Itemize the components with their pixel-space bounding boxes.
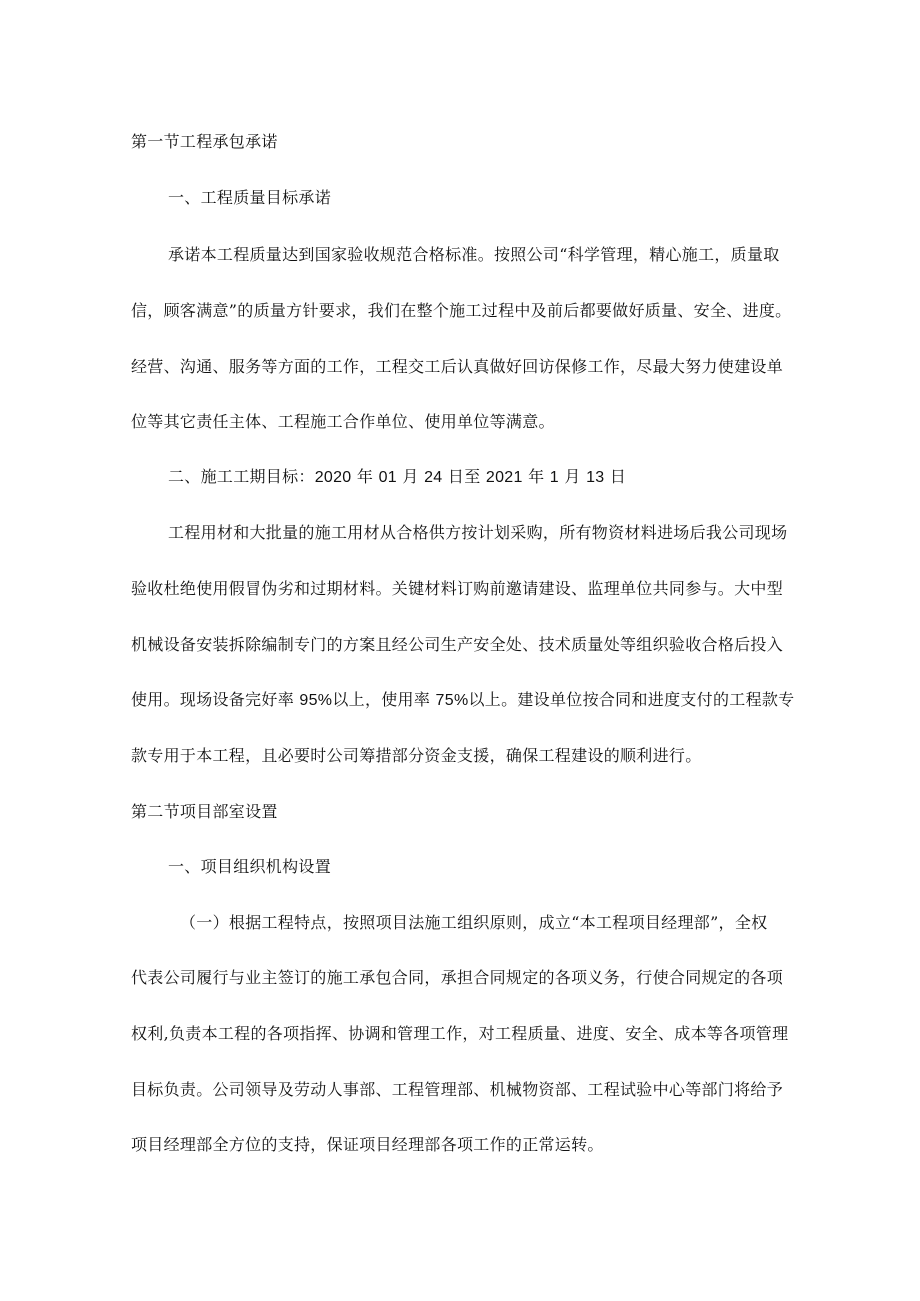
rate-text-1: 使用。现场设备完好率 [131,690,295,709]
end-day: 13 [586,469,605,486]
start-month: 01 [378,469,397,486]
year-char-1: 年 [356,467,374,486]
start-year: 2020 [314,469,352,486]
section-2-title: 第二节项目部室设置 [131,802,278,821]
quality-paragraph-line-4: 位等其它责任主体、工程施工合作单位、使用单位等满意。 [131,412,555,431]
materials-paragraph-line-2: 验收杜绝使用假冒伪劣和过期材料。关键材料订购前邀请建设、监理单位共同参与。大中型 [131,579,784,598]
materials-paragraph-line-5: 款专用于本工程，且必要时公司筹措部分资金支援，确保工程建设的顺利进行。 [131,746,702,765]
schedule-target-heading [168,466,626,489]
org-paragraph-line-4: 目标负责。公司领导及劳动人事部、工程管理部、机械物资部、工程试验中心等部门将给予 [131,1080,784,1099]
schedule-heading-prefix: 二、施工工期目标： [168,467,315,486]
intact-rate-value: 95% [299,692,333,709]
materials-paragraph-line-3: 机械设备安装拆除编制专门的方案且经公司生产安全处、技术质量处等组织验收合格后投入 [131,635,784,654]
day-char: 日 [609,467,627,486]
rate-text-2: 以上，使用率 [332,690,431,709]
end-month: 1 [549,469,559,486]
start-day: 24 [424,469,443,486]
quality-paragraph-line-3: 经营、沟通、服务等方面的工作，工程交工后认真做好回访保修工作，尽最大努力使建设单 [131,357,784,376]
org-paragraph-line-1: （一）根据工程特点，按照项目法施工组织原则，成立“本工程项目经理部”，全权 [180,913,768,932]
section-1-title: 第一节工程承包承诺 [131,132,278,151]
org-paragraph-line-5: 项目经理部全方位的支持，保证项目经理部各项工作的正常运转。 [131,1135,604,1154]
day-to: 日至 [447,467,481,486]
materials-paragraph-line-1: 工程用材和大批量的施工用材从合格供方按计划采购，所有物资材料进场后我公司现场 [168,523,788,542]
org-paragraph-line-2: 代表公司履行与业主签订的施工承包合同，承担合同规定的各项义务，行使合同规定的各项 [131,968,784,987]
quality-paragraph-line-1: 承诺本工程质量达到国家验收规范合格标准。按照公司“科学管理，精心施工，质量取 [168,245,780,264]
rate-text-3: 以上。建设单位按合同和进度支付的工程款专 [468,690,795,709]
materials-paragraph-line-4 [131,689,795,712]
month-char-2: 月 [564,467,581,486]
end-year: 2021 [485,469,523,486]
usage-rate-value: 75% [435,692,469,709]
quality-paragraph-line-2: 信，顾客满意”的质量方针要求，我们在整个施工过程中及前后都要做好质量、安全、进度。 [131,301,792,320]
org-structure-heading: 一、项目组织机构设置 [168,857,332,876]
org-paragraph-line-3: 权利,负责本工程的各项指挥、协调和管理工作，对工程质量、进度、安全、成本等各项管理 [131,1024,789,1043]
quality-target-heading: 一、工程质量目标承诺 [168,188,332,207]
year-char-2: 年 [528,467,545,486]
month-char-1: 月 [402,467,419,486]
